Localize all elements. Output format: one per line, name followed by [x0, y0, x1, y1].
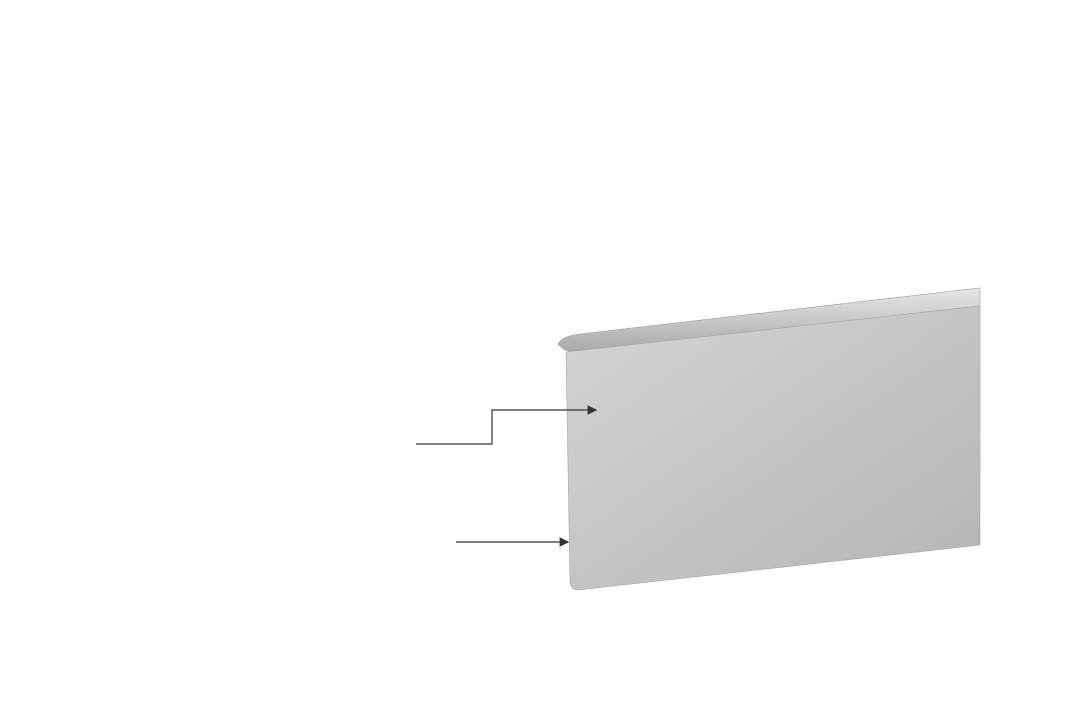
template-plate [566, 306, 980, 590]
